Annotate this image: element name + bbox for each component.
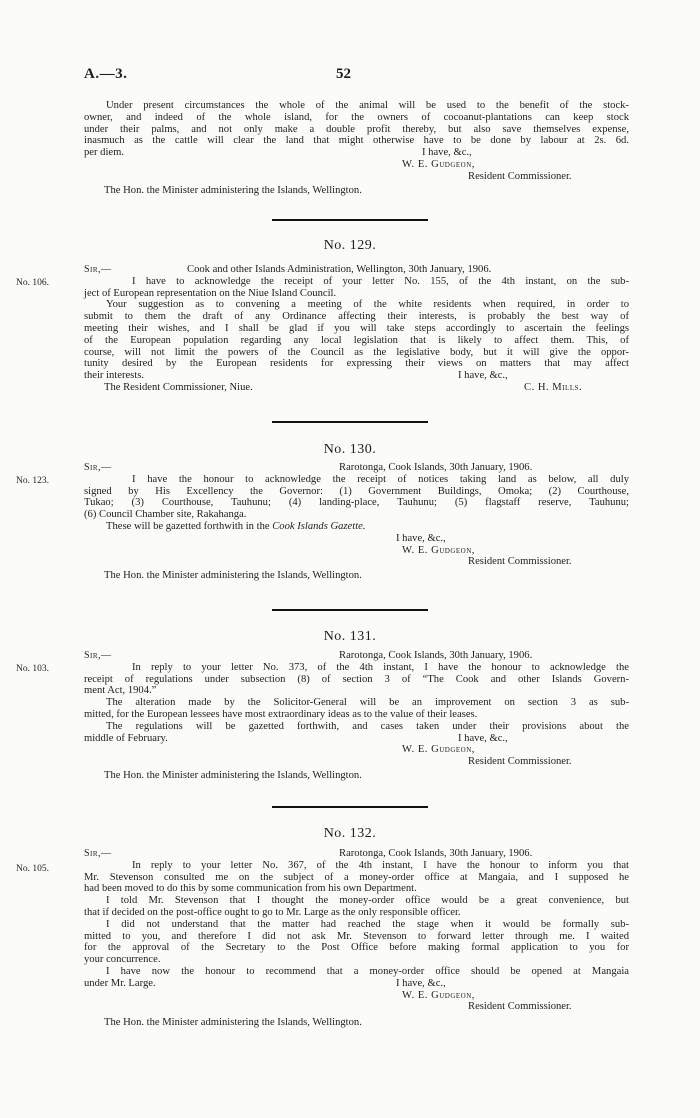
- body-line: mitted to you, and therefore I did not ask Mr. Stevenson to forward letter through me. I waited: [84, 930, 629, 942]
- body-line: (6) Council Chamber site, Rakahanga.: [84, 509, 247, 521]
- salutation-line: [84, 264, 629, 276]
- body-line: course, will not limit the powers of the Council as the legislative body, but it will give the oppor-: [84, 346, 629, 358]
- body-line: mitted, for the European lessees have most extraordinary ideas as to the value of their leases.: [84, 708, 478, 720]
- margin-reference: No. 123.: [16, 476, 49, 486]
- body-line: middle of February.: [84, 732, 168, 744]
- body-text: These will be gazetted forthwith in the: [106, 520, 273, 532]
- signature-title: Resident Commissioner.: [468, 1001, 572, 1013]
- body-line: ject of European representation on the Niue Island Council.: [84, 287, 337, 299]
- addressee: The Hon. the Minister administering the Islands, Wellington.: [104, 570, 362, 582]
- letter-number: No. 131.: [323, 629, 377, 644]
- body-line: submit to them the draft of any Ordinance affecting their interests, is probably the best way of: [84, 311, 629, 323]
- body-line: owner, and indeed of the whole island, for the owners of cocoanut-plantations can keep stock: [84, 111, 629, 123]
- body-line: had been moved to do this by some communication from his own Department.: [84, 883, 417, 895]
- body-line: Your suggestion as to convening a meeting of the white residents when required, in order to: [106, 299, 629, 311]
- signature: W. E. Gudgeon,: [402, 158, 475, 170]
- body-line: meeting their wishes, and I shall be glad if you will take steps accordingly to ascertain the feelings: [84, 322, 629, 334]
- addressee: The Hon. the Minister administering the Islands, Wellington.: [104, 184, 362, 196]
- body-line: of the European population regarding any local legislation that is likely to affect them. This, of: [84, 334, 629, 346]
- body-line: I told Mr. Stevenson that I thought the money-order office would be a great convenience, but: [106, 895, 629, 907]
- body-line: under Mr. Large.: [84, 977, 156, 989]
- place-date: Rarotonga, Cook Islands, 30th January, 1906.: [339, 848, 533, 859]
- signature: C. H. Mills.: [524, 381, 583, 393]
- body-line: The regulations will be gazetted forthwith, and cases taken under their provisions about the: [106, 720, 629, 732]
- section-divider: [272, 609, 428, 611]
- signature-title: Resident Commissioner.: [468, 756, 572, 768]
- closing: I have, &c.,: [458, 370, 508, 382]
- body-line: The alteration made by the Solicitor-General will be an improvement on section 3 as sub-: [106, 697, 629, 709]
- letter-132-body: [84, 848, 629, 1029]
- signature: W. E. Gudgeon,: [402, 744, 475, 756]
- salutation: Sir,—: [84, 264, 112, 275]
- section-divider: [272, 421, 428, 423]
- margin-reference: No. 105.: [16, 864, 49, 874]
- closing: I have, &c.,: [396, 532, 446, 544]
- salutation-line: [84, 462, 629, 474]
- body-line: for the approval of the Secretary to the Post Office before making formal application to you for: [84, 942, 629, 954]
- section-divider: [272, 219, 428, 221]
- page-number: 52: [336, 66, 351, 82]
- salutation-line: [84, 650, 629, 662]
- section-divider: [272, 806, 428, 808]
- body-line: tunity desired by the European residents for expressing their views on matters that may affect: [84, 358, 629, 370]
- margin-reference: No. 106.: [16, 278, 49, 288]
- closing: I have, &c.,: [422, 147, 472, 159]
- body-line: In reply to your letter No. 373, of the 4th instant, I have the honour to acknowledge the: [132, 661, 629, 673]
- salutation: Sir,—: [84, 462, 112, 473]
- parliamentary-paper-ref: A.—3.: [84, 66, 128, 82]
- body-line: Mr. Stevenson consulted me on the subject of a money-order office at Mangaia, and I supposed he: [84, 871, 629, 883]
- gazette-line: [84, 521, 629, 533]
- body-line: per diem.: [84, 147, 125, 159]
- signature-title: Resident Commissioner.: [468, 170, 572, 182]
- body-line: ment Act, 1904.”: [84, 685, 157, 697]
- body-line: your concurrence.: [84, 954, 161, 966]
- letter-131-body: [84, 650, 629, 782]
- letter-number: No. 132.: [323, 826, 377, 841]
- salutation: Sir,—: [84, 848, 112, 859]
- addressee: The Hon. the Minister administering the Islands, Wellington.: [104, 769, 362, 781]
- body-line: Tukao; (3) Courthouse, Tauhunu; (4) landing-place, Tauhunu; (5) flagstaff reserve, Tauhunu;: [84, 497, 629, 509]
- gazette-title: Cook Islands Gazette.: [272, 520, 366, 532]
- body-line: In reply to your letter No. 367, of the 4th instant, I have the honour to inform you that: [132, 859, 629, 871]
- body-line-with-closing: [84, 147, 629, 159]
- body-line: inasmuch as the cattle will clear the land that might otherwise have to be done by labour at 2s. 6d.: [84, 135, 629, 147]
- signature: W. E. Gudgeon,: [402, 989, 475, 1001]
- letter-number: No. 129.: [323, 238, 377, 253]
- body-line: signed by His Excellency the Governor: (1) Government Buildings, Omoka; (2) Courthouse,: [84, 485, 629, 497]
- addressee: The Resident Commissioner, Niue.: [104, 381, 253, 393]
- intro-letter-body: [84, 100, 629, 196]
- salutation-line: [84, 848, 629, 860]
- body-line-with-closing: [84, 733, 629, 745]
- letter-129-body: [84, 264, 629, 394]
- signature-title: Resident Commissioner.: [468, 556, 572, 568]
- place-date: Rarotonga, Cook Islands, 30th January, 1906.: [339, 462, 533, 473]
- letter-130-body: [84, 462, 629, 582]
- place-date: Rarotonga, Cook Islands, 30th January, 1906.: [339, 650, 533, 661]
- body-line: their interests.: [84, 370, 145, 382]
- closing: I have, &c.,: [458, 732, 508, 744]
- body-line-with-closing: [84, 370, 629, 382]
- body-line: I have now the honour to recommend that a money-order office should be opened at Mangaia: [106, 965, 629, 977]
- place-date: Cook and other Islands Administration, Wellington, 30th January, 1906.: [187, 264, 492, 275]
- page-header: [84, 66, 640, 88]
- body-line: I have to acknowledge the receipt of your letter No. 155, of the 4th instant, on the sub-: [132, 275, 629, 287]
- body-line-with-closing: [84, 978, 629, 990]
- closing: I have, &c.,: [396, 977, 446, 989]
- signature: W. E. Gudgeon,: [402, 544, 475, 556]
- body-line: under their palms, and not only make a double profit thereby, but also save themselves expense,: [84, 123, 629, 135]
- body-line: that if decided on the post-office ought to go to Mr. Large as the only responsible officer.: [84, 906, 461, 918]
- body-line: Under present circumstances the whole of the animal will be used to the benefit of the stock-: [106, 100, 629, 111]
- addressee-line: [84, 382, 629, 394]
- body-line: receipt of regulations under subsection (8) of section 3 of “The Cook and other Islands Govern-: [84, 673, 629, 685]
- body-line: I have the honour to acknowledge the receipt of notices taking land as below, all duly: [132, 473, 629, 485]
- margin-reference: No. 103.: [16, 664, 49, 674]
- salutation: Sir,—: [84, 650, 112, 661]
- letter-number: No. 130.: [323, 442, 377, 457]
- addressee: The Hon. the Minister administering the Islands, Wellington.: [104, 1017, 362, 1029]
- body-line: I did not understand that the matter had reached the stage when it would be formally sub-: [106, 918, 629, 930]
